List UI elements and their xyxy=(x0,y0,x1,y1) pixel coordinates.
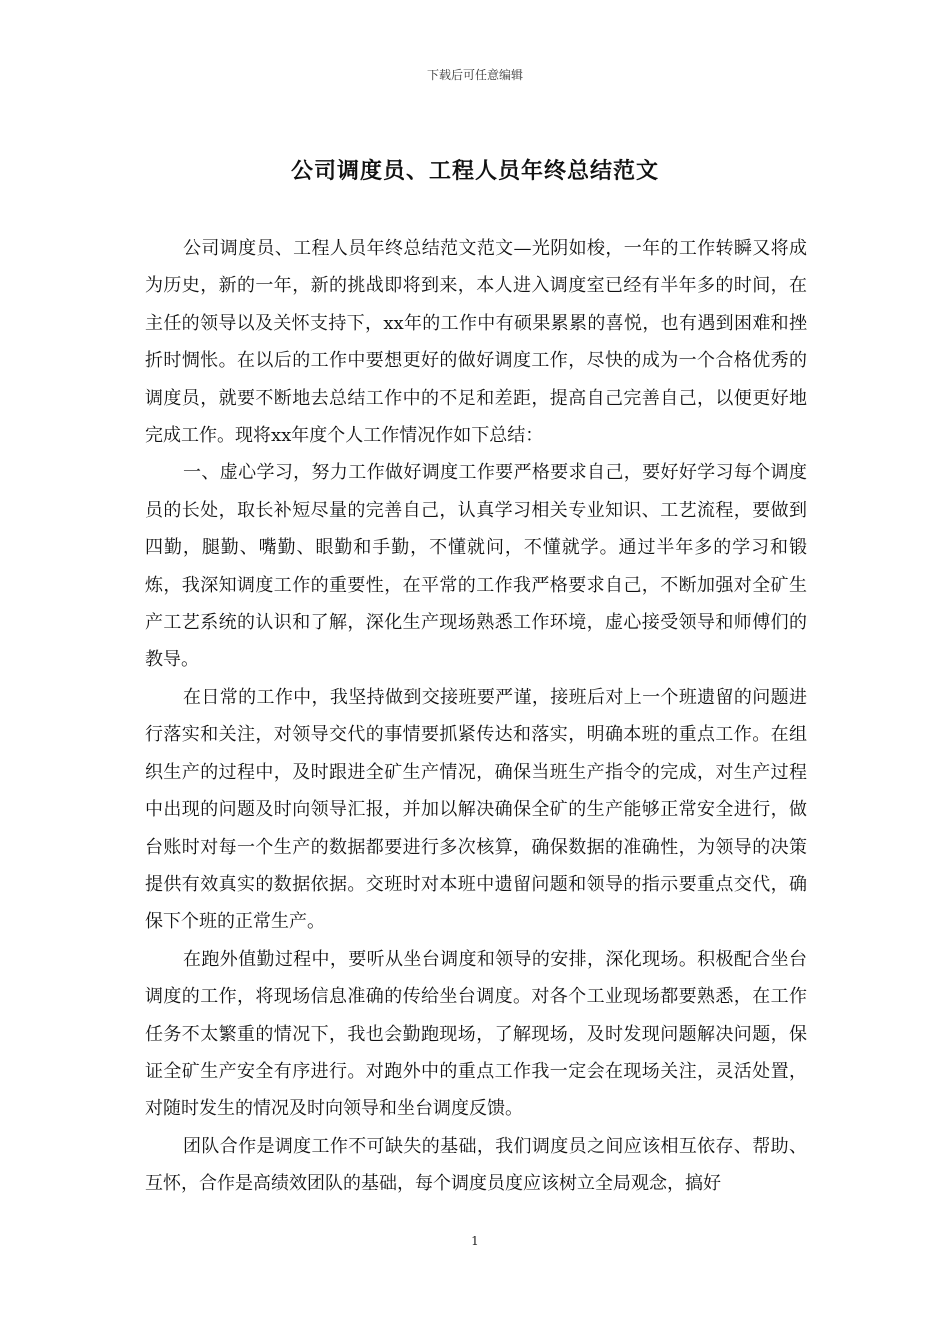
paragraph-intro: 公司调度员、工程人员年终总结范文范文—光阴如梭，一年的工作转瞬又将成为历史，新的一年，新的挑战即将到来，本人进入调度室已经有半年多的时间，在主任的领导以及关怀支持下，xx年的工作中有硕果累累的喜悦，也有遇到困难和挫折时惆怅。在以后的工作中要想更好的做好调度工作，尽快的成为一个合格优秀的调度员，就要不断地去总结工作中的不足和差距，提高自己完善自己，以便更好地完成工作。现将xx年度个人工作情况作如下总结： xyxy=(145,238,807,447)
paragraph-daily-work: 在日常的工作中，我坚持做到交接班要严谨，接班后对上一个班遗留的问题进行落实和关注，对领导交代的事情要抓紧传达和落实，明确本班的重点工作。在组织生产的过程中，及时跟进全矿生产情况，确保当班生产指令的完成，对生产过程中出现的问题及时向领导汇报，并加以解决确保全矿的生产能够正常安全进行，做台账时对每一个生产的数据都要进行多次核算，确保数据的准确性，为领导的决策提供有效真实的数据依据。交班时对本班中遗留问题和领导的指示要重点交代，确保下个班的正常生产。 xyxy=(145,686,807,933)
page-number: 1 xyxy=(471,1234,479,1248)
document-body xyxy=(145,230,807,1203)
paragraph-learning: 一、虚心学习，努力工作做好调度工作要严格要求自己，要好好学习每个调度员的长处，取长补短尽量的完善自己，认真学习相关专业知识、工艺流程，要做到四勤，腿勤、嘴勤、眼勤和手勤，不懂就问，不懂就学。通过半年多的学习和锻炼，我深知调度工作的重要性，在平常的工作我严格要求自己，不断加强对全矿生产工艺系统的认识和了解，深化生产现场熟悉工作环境，虚心接受领导和师傅们的教导。 xyxy=(145,462,807,671)
paragraph-field-duty: 在跑外值勤过程中，要听从坐台调度和领导的安排，深化现场。积极配合坐台调度的工作，将现场信息准确的传给坐台调度。对各个工业现场都要熟悉，在工作任务不太繁重的情况下，我也会勤跑现场，了解现场，及时发现问题解决问题，保证全矿生产安全有序进行。对跑外中的重点工作我一定会在现场关注，灵活处置，对随时发生的情况及时向领导和坐台调度反馈。 xyxy=(145,948,807,1120)
document-title: 公司调度员、工程人员年终总结范文 xyxy=(290,158,659,184)
page-header: 下载后可任意编辑 xyxy=(426,68,523,82)
paragraph-teamwork: 团队合作是调度工作不可缺失的基础，我们调度员之间应该相互依存、帮助、互怀，合作是高绩效团队的基础，每个调度员度应该树立全局观念，搞好 xyxy=(145,1135,807,1195)
